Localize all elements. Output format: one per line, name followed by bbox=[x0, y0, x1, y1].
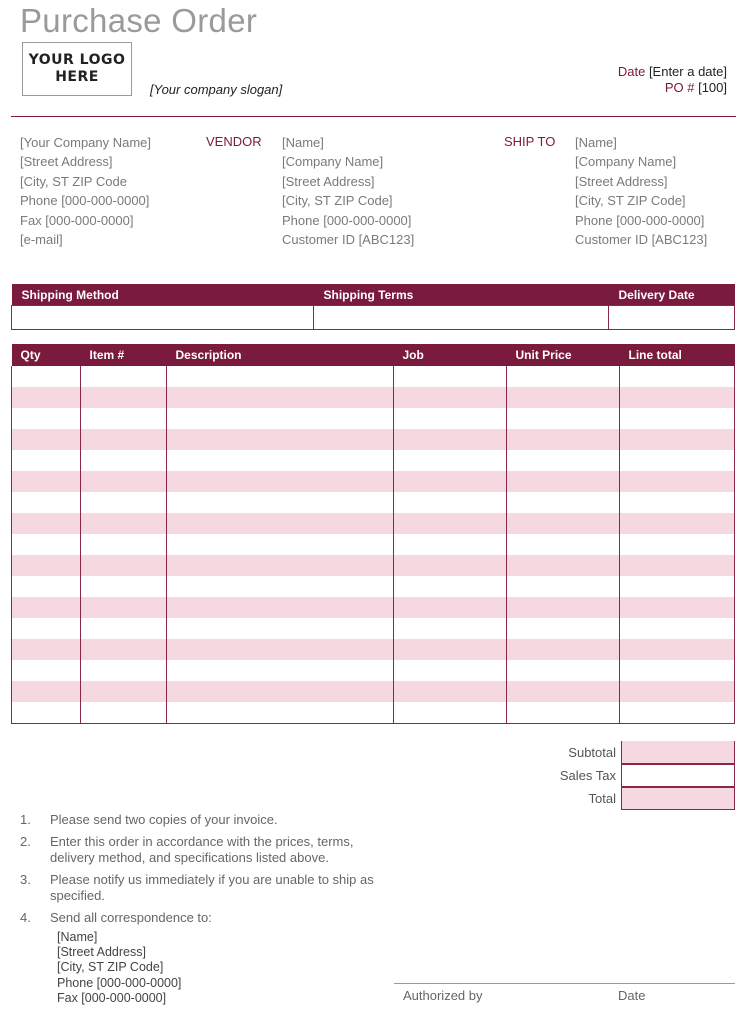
item-row bbox=[12, 387, 735, 408]
description-cell[interactable] bbox=[167, 492, 394, 513]
vendor-line[interactable]: Phone [000-000-0000] bbox=[282, 212, 412, 228]
line-total-cell[interactable] bbox=[620, 639, 735, 660]
description-cell[interactable] bbox=[167, 534, 394, 555]
items-table bbox=[11, 344, 735, 724]
sales-tax-row bbox=[496, 764, 735, 787]
description-header: Description bbox=[167, 344, 394, 366]
item-number-cell[interactable] bbox=[81, 471, 167, 492]
item-number-cell[interactable] bbox=[81, 366, 167, 387]
notes-list bbox=[20, 812, 380, 932]
job-cell[interactable] bbox=[394, 702, 507, 724]
qty-header: Qty bbox=[12, 344, 81, 366]
vendor-address bbox=[282, 133, 414, 249]
item-number-cell[interactable] bbox=[81, 639, 167, 660]
sales-tax-label: Sales Tax bbox=[559, 768, 616, 783]
qty-cell[interactable] bbox=[12, 618, 81, 639]
item-number-header: Item # bbox=[81, 344, 167, 366]
job-header: Job bbox=[394, 344, 507, 366]
description-cell[interactable] bbox=[167, 471, 394, 492]
note-number: 3. bbox=[20, 872, 31, 887]
date-value[interactable]: [Enter a date] bbox=[648, 64, 727, 79]
description-cell[interactable] bbox=[167, 576, 394, 597]
unit-price-cell[interactable] bbox=[507, 492, 620, 513]
ship-to-line[interactable]: [Company Name] bbox=[575, 154, 677, 170]
qty-cell[interactable] bbox=[12, 597, 81, 618]
date-label: Date bbox=[617, 64, 646, 79]
item-number-cell[interactable] bbox=[81, 555, 167, 576]
unit-price-cell[interactable] bbox=[507, 639, 620, 660]
job-cell[interactable] bbox=[394, 513, 507, 534]
subtotal-value[interactable] bbox=[621, 741, 735, 764]
ship-to-line[interactable]: Phone [000-000-0000] bbox=[575, 212, 705, 228]
job-cell[interactable] bbox=[394, 660, 507, 681]
item-row bbox=[12, 597, 735, 618]
shipping-terms-header: Shipping Terms bbox=[314, 284, 609, 306]
ship-to-line[interactable]: [Street Address] bbox=[575, 173, 668, 189]
item-row bbox=[12, 492, 735, 513]
correspondence-line[interactable]: Fax [000-000-0000] bbox=[57, 990, 167, 1005]
unit-price-cell[interactable] bbox=[507, 387, 620, 408]
logo-placeholder: YOUR LOGO HERE bbox=[22, 42, 132, 96]
description-cell[interactable] bbox=[167, 450, 394, 471]
item-row bbox=[12, 513, 735, 534]
unit-price-cell[interactable] bbox=[507, 702, 620, 724]
item-row bbox=[12, 471, 735, 492]
note-number: 1. bbox=[20, 812, 31, 827]
correspondence-line[interactable]: [City, ST ZIP Code] bbox=[57, 960, 164, 975]
vendor-line[interactable]: Customer ID [ABC123] bbox=[282, 232, 415, 248]
job-cell[interactable] bbox=[394, 492, 507, 513]
sales-tax-value[interactable] bbox=[621, 764, 735, 787]
job-cell[interactable] bbox=[394, 555, 507, 576]
description-cell[interactable] bbox=[167, 618, 394, 639]
correspondence-address bbox=[57, 930, 181, 1006]
qty-cell[interactable] bbox=[12, 576, 81, 597]
correspondence-line[interactable]: Phone [000-000-0000] bbox=[57, 975, 182, 990]
job-cell[interactable] bbox=[394, 471, 507, 492]
line-total-cell[interactable] bbox=[620, 702, 735, 724]
job-cell[interactable] bbox=[394, 618, 507, 639]
line-total-cell[interactable] bbox=[620, 597, 735, 618]
subtotal-label: Subtotal bbox=[568, 745, 616, 760]
item-row bbox=[12, 639, 735, 660]
total-label: Total bbox=[588, 791, 616, 806]
unit-price-cell[interactable] bbox=[507, 471, 620, 492]
item-row bbox=[12, 576, 735, 597]
job-cell[interactable] bbox=[394, 366, 507, 387]
item-number-cell[interactable] bbox=[81, 576, 167, 597]
vendor-line[interactable]: [Name] bbox=[282, 135, 324, 150]
line-total-cell[interactable] bbox=[620, 576, 735, 597]
total-row bbox=[496, 787, 735, 810]
qty-cell[interactable] bbox=[12, 702, 81, 724]
description-cell[interactable] bbox=[167, 555, 394, 576]
item-number-cell[interactable] bbox=[81, 660, 167, 681]
item-row bbox=[12, 429, 735, 450]
line-total-cell[interactable] bbox=[620, 660, 735, 681]
item-number-cell[interactable] bbox=[81, 597, 167, 618]
description-cell[interactable] bbox=[167, 660, 394, 681]
qty-cell[interactable] bbox=[12, 681, 81, 702]
qty-cell[interactable] bbox=[12, 366, 81, 387]
item-number-cell[interactable] bbox=[81, 513, 167, 534]
ship-to-line[interactable]: [Name] bbox=[575, 135, 617, 150]
vendor-label: VENDOR bbox=[206, 134, 262, 149]
signature-line[interactable] bbox=[394, 983, 735, 984]
ship-to-label: SHIP TO bbox=[504, 134, 556, 149]
description-cell[interactable] bbox=[167, 639, 394, 660]
item-number-cell[interactable] bbox=[81, 534, 167, 555]
vendor-line[interactable]: [Street Address] bbox=[282, 173, 375, 189]
note-item bbox=[20, 872, 380, 904]
qty-cell[interactable] bbox=[12, 639, 81, 660]
company-address bbox=[20, 133, 151, 249]
description-cell[interactable] bbox=[167, 429, 394, 450]
qty-cell[interactable] bbox=[12, 513, 81, 534]
note-text: Enter this order in accordance with the prices, terms, delivery method, and specifications listed above. bbox=[50, 834, 354, 865]
item-row bbox=[12, 555, 735, 576]
unit-price-cell[interactable] bbox=[507, 660, 620, 681]
unit-price-cell[interactable] bbox=[507, 366, 620, 387]
item-row bbox=[12, 681, 735, 702]
company-line[interactable]: [e-mail] bbox=[20, 232, 63, 248]
company-line[interactable]: Fax [000-000-0000] bbox=[20, 212, 134, 228]
description-cell[interactable] bbox=[167, 366, 394, 387]
job-cell[interactable] bbox=[394, 681, 507, 702]
total-value[interactable] bbox=[621, 787, 735, 810]
job-cell[interactable] bbox=[394, 576, 507, 597]
note-number: 2. bbox=[20, 834, 31, 849]
qty-cell[interactable] bbox=[12, 429, 81, 450]
qty-cell[interactable] bbox=[12, 471, 81, 492]
item-row bbox=[12, 618, 735, 639]
job-cell[interactable] bbox=[394, 639, 507, 660]
qty-cell[interactable] bbox=[12, 450, 81, 471]
job-cell[interactable] bbox=[394, 597, 507, 618]
line-total-cell[interactable] bbox=[620, 429, 735, 450]
description-cell[interactable] bbox=[167, 681, 394, 702]
unit-price-cell[interactable] bbox=[507, 681, 620, 702]
item-number-cell[interactable] bbox=[81, 681, 167, 702]
description-cell[interactable] bbox=[167, 513, 394, 534]
qty-cell[interactable] bbox=[12, 387, 81, 408]
vendor-line[interactable]: [City, ST ZIP Code] bbox=[282, 193, 393, 209]
company-slogan: [Your company slogan] bbox=[150, 82, 283, 97]
description-cell[interactable] bbox=[167, 597, 394, 618]
qty-cell[interactable] bbox=[12, 492, 81, 513]
po-label: PO # bbox=[664, 80, 695, 95]
unit-price-cell[interactable] bbox=[507, 450, 620, 471]
correspondence-line[interactable]: [Street Address] bbox=[57, 945, 146, 960]
unit-price-cell[interactable] bbox=[507, 429, 620, 450]
qty-cell[interactable] bbox=[12, 408, 81, 429]
item-row bbox=[12, 534, 735, 555]
company-line[interactable]: [Your Company Name] bbox=[20, 135, 152, 150]
line-total-cell[interactable] bbox=[620, 681, 735, 702]
item-number-cell[interactable] bbox=[81, 618, 167, 639]
line-total-cell[interactable] bbox=[620, 513, 735, 534]
correspondence-line[interactable]: [Name] bbox=[57, 930, 98, 944]
qty-cell[interactable] bbox=[12, 555, 81, 576]
document-title: Purchase Order bbox=[20, 2, 258, 39]
note-item bbox=[20, 812, 380, 828]
shipping-method-cell[interactable] bbox=[12, 306, 314, 330]
item-row bbox=[12, 660, 735, 681]
line-total-cell[interactable] bbox=[620, 471, 735, 492]
item-row bbox=[12, 702, 735, 724]
job-cell[interactable] bbox=[394, 534, 507, 555]
line-total-cell[interactable] bbox=[620, 534, 735, 555]
item-number-cell[interactable] bbox=[81, 429, 167, 450]
shipping-terms-cell[interactable] bbox=[314, 306, 609, 330]
ship-to-address bbox=[575, 133, 707, 249]
company-line[interactable]: [Street Address] bbox=[20, 154, 113, 170]
unit-price-cell[interactable] bbox=[507, 513, 620, 534]
ship-to-line[interactable]: [City, ST ZIP Code] bbox=[575, 193, 686, 209]
ship-to-line[interactable]: Customer ID [ABC123] bbox=[575, 232, 708, 248]
authorized-by-label: Authorized by bbox=[403, 988, 483, 1003]
line-total-cell[interactable] bbox=[620, 387, 735, 408]
shipping-table bbox=[11, 284, 735, 330]
note-text: Please send two copies of your invoice. bbox=[50, 812, 278, 827]
job-cell[interactable] bbox=[394, 429, 507, 450]
line-total-cell[interactable] bbox=[620, 618, 735, 639]
note-number: 4. bbox=[20, 910, 31, 925]
item-number-cell[interactable] bbox=[81, 408, 167, 429]
job-cell[interactable] bbox=[394, 408, 507, 429]
unit-price-cell[interactable] bbox=[507, 576, 620, 597]
delivery-date-cell[interactable] bbox=[609, 306, 735, 330]
line-total-cell[interactable] bbox=[620, 450, 735, 471]
note-text: Send all correspondence to: bbox=[50, 910, 212, 925]
line-total-cell[interactable] bbox=[620, 492, 735, 513]
note-item bbox=[20, 910, 380, 926]
header-divider bbox=[11, 116, 736, 117]
po-value[interactable]: [100] bbox=[698, 80, 727, 95]
line-total-cell[interactable] bbox=[620, 408, 735, 429]
unit-price-cell[interactable] bbox=[507, 618, 620, 639]
unit-price-cell[interactable] bbox=[507, 597, 620, 618]
item-row bbox=[12, 450, 735, 471]
company-line[interactable]: [City, ST ZIP Code bbox=[20, 173, 127, 189]
unit-price-cell[interactable] bbox=[507, 555, 620, 576]
item-number-cell[interactable] bbox=[81, 450, 167, 471]
qty-cell[interactable] bbox=[12, 534, 81, 555]
job-cell[interactable] bbox=[394, 450, 507, 471]
unit-price-header: Unit Price bbox=[507, 344, 620, 366]
po-line bbox=[665, 80, 727, 95]
unit-price-cell[interactable] bbox=[507, 534, 620, 555]
line-total-cell[interactable] bbox=[620, 555, 735, 576]
item-row bbox=[12, 366, 735, 387]
line-total-header: Line total bbox=[620, 344, 735, 366]
line-total-cell[interactable] bbox=[620, 366, 735, 387]
item-number-cell[interactable] bbox=[81, 387, 167, 408]
signature-date-label: Date bbox=[618, 988, 646, 1003]
item-number-cell[interactable] bbox=[81, 702, 167, 724]
description-cell[interactable] bbox=[167, 387, 394, 408]
item-number-cell[interactable] bbox=[81, 492, 167, 513]
company-line[interactable]: Phone [000-000-0000] bbox=[20, 193, 150, 209]
delivery-date-header: Delivery Date bbox=[609, 284, 735, 306]
shipping-method-header: Shipping Method bbox=[12, 284, 314, 306]
subtotal-row bbox=[496, 741, 735, 764]
note-text: Please notify us immediately if you are unable to ship as specified. bbox=[50, 872, 374, 903]
date-line bbox=[618, 64, 727, 79]
vendor-line[interactable]: [Company Name] bbox=[282, 154, 384, 170]
description-cell[interactable] bbox=[167, 408, 394, 429]
qty-cell[interactable] bbox=[12, 660, 81, 681]
job-cell[interactable] bbox=[394, 387, 507, 408]
item-row bbox=[12, 408, 735, 429]
unit-price-cell[interactable] bbox=[507, 408, 620, 429]
description-cell[interactable] bbox=[167, 702, 394, 724]
note-item bbox=[20, 834, 380, 866]
